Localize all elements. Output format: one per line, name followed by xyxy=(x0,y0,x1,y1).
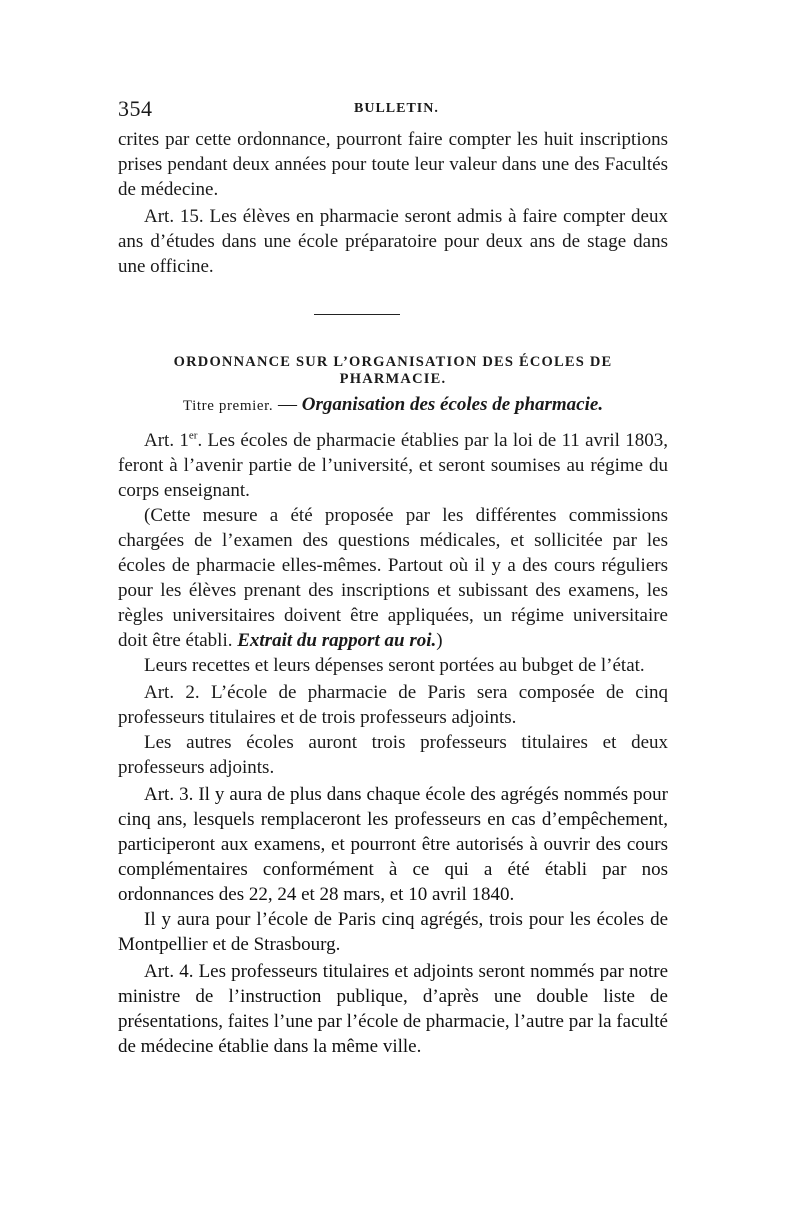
art1-lead: Art. 1 xyxy=(144,430,189,451)
art1-note: (Cette mesure a été proposée par les différentes commissions chargées de l’examen des questions médicales, et sollicitée par les écoles de pharmacie elles-mêmes. Partout où il y a des cours réguliers pour les élèves prenant des inscriptions et subissant des examens, les règles universitaires doivent être appliquées, un régime universitaire doit être établi. xyxy=(118,505,668,651)
art1-note-close: ) xyxy=(436,630,443,651)
section-divider xyxy=(314,314,400,315)
paragraph-art-1 xyxy=(118,428,668,503)
continued-text xyxy=(118,127,668,279)
paragraph-art-3-b: Il y aura pour l’école de Paris cinq agrégés, trois pour les écoles de Montpellier et de Strasbourg. xyxy=(118,909,668,955)
page-header xyxy=(118,96,668,126)
title-dash: — xyxy=(273,394,302,415)
title-label: Titre premier. xyxy=(182,398,274,414)
paragraph-art-1-budget: Leurs recettes et leurs dépenses seront portées au bubget de l’état. xyxy=(144,655,645,676)
paragraph-art-2-b: Les autres écoles auront trois professeurs titulaires et deux professeurs adjoints. xyxy=(118,732,668,778)
title-line xyxy=(118,394,668,416)
art1-sup: er xyxy=(188,429,198,442)
article-text xyxy=(118,428,668,1059)
section-heading: ORDONNANCE SUR L’ORGANISATION DES ÉCOLES DE PHARMACIE. xyxy=(173,354,613,387)
title-subtitle: Organisation des écoles de pharmacie. xyxy=(301,394,604,415)
art1-note-source: Extrait du rapport au roi. xyxy=(237,630,437,651)
running-head: BULLETIN. xyxy=(354,101,439,116)
art1-text: . Les écoles de pharmacie établies par la loi de 11 avril 1803, feront à l’avenir partie de l’université, et seront soumises au régime du corps enseignant. xyxy=(118,430,669,501)
page-number: 354 xyxy=(118,96,153,121)
paragraph-art-2: Art. 2. L’école de pharmacie de Paris sera composée de cinq professeurs titulaires et de trois professeurs adjoints. xyxy=(118,682,668,728)
paragraph-art-3: Art. 3. Il y aura de plus dans chaque école des agrégés nommés pour cinq ans, lesquels remplaceront les professeurs en cas d’empêchement, participeront aux examens, et pourront être autorisés à ouvrir des cours complémentaires conformément à ce qui a été établi par nos ordonnances des 22, 24 et 28 mars, et 10 avril 1840. xyxy=(118,784,668,905)
paragraph-art-1-note xyxy=(118,503,668,653)
paragraph-continuation: crites par cette ordonnance, pourront faire compter les huit inscriptions prises pendant deux années pour toute leur valeur dans une des Facultés de médecine. xyxy=(118,129,668,200)
paragraph-art-15: Art. 15. Les élèves en pharmacie seront admis à faire compter deux ans d’études dans une école préparatoire pour deux ans de stage dans une officine. xyxy=(118,206,668,277)
paragraph-art-4: Art. 4. Les professeurs titulaires et adjoints seront nommés par notre ministre de l’instruction publique, d’après une double liste de présentations, faites l’une par l’école de pharmacie, l’autre par la faculté de médecine établie dans la même ville. xyxy=(118,961,668,1057)
